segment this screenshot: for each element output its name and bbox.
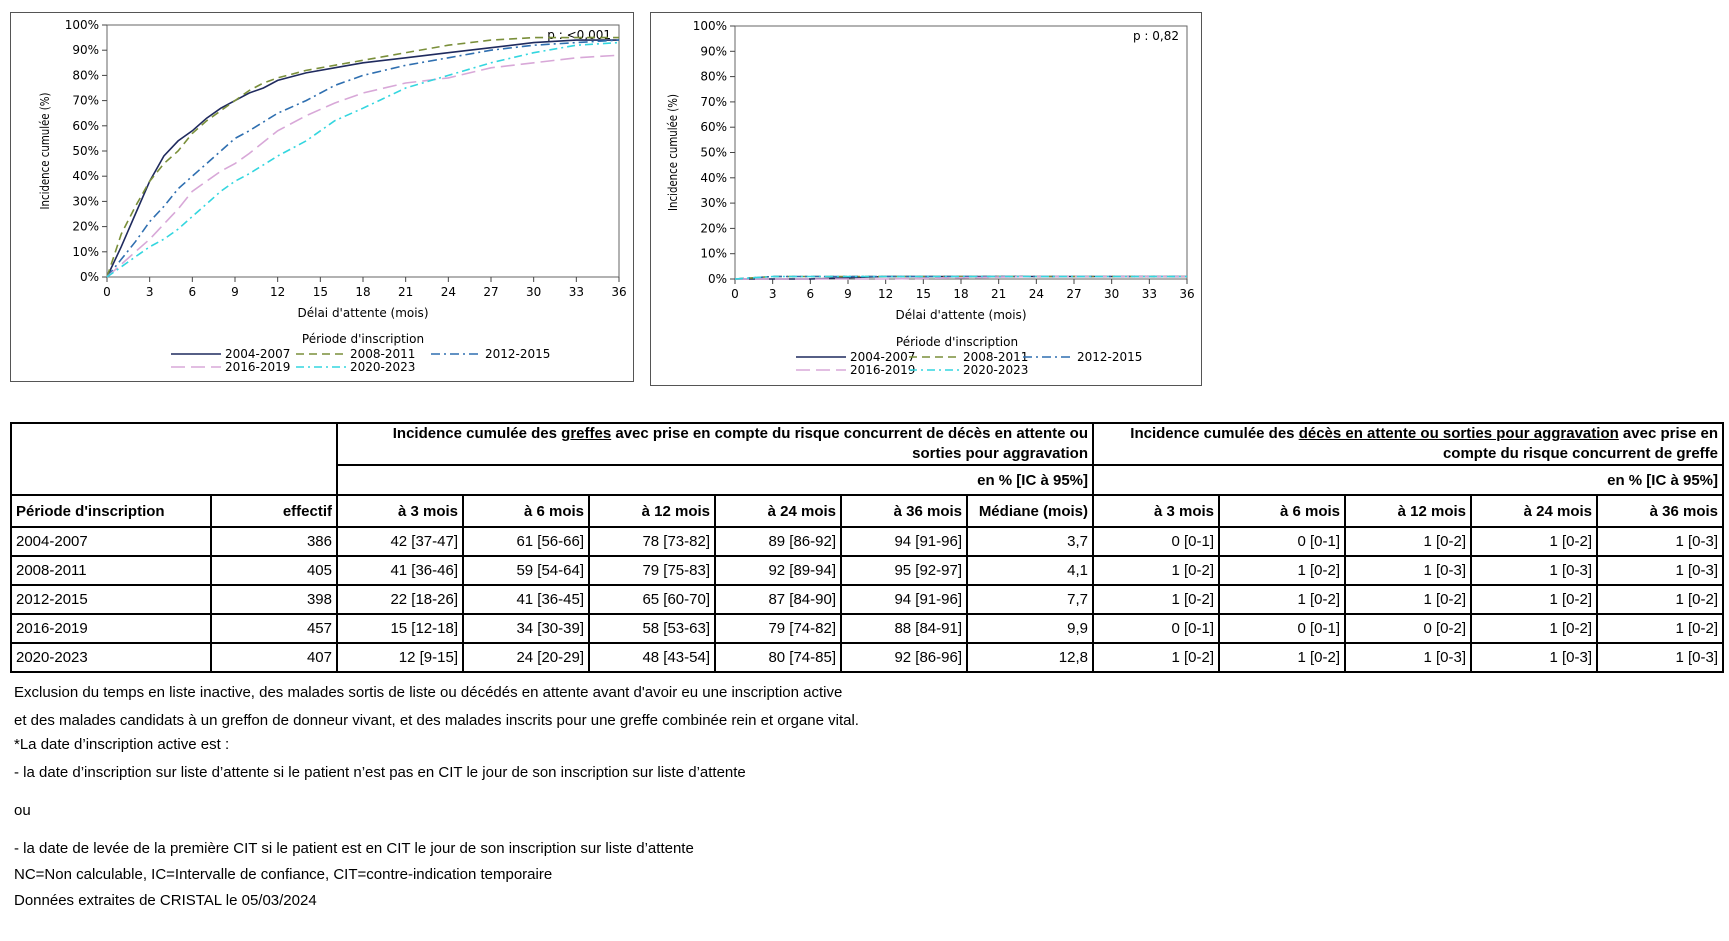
x-tick-label: 21	[398, 285, 414, 299]
col-10: à 36 mois	[1597, 495, 1723, 527]
legend-entry	[296, 360, 415, 374]
y-tick-label: 0%	[707, 272, 727, 286]
greffes-group-header: Incidence cumulée des greffes avec prise en compte du risque concurrent de décès en attente ou sorties pour aggravation	[337, 423, 1093, 465]
x-tick-label: 36	[611, 285, 627, 299]
table-cell: 1 [0-3]	[1597, 527, 1723, 556]
table-cell: 92 [89-94]	[715, 556, 841, 585]
table-cell: 1 [0-3]	[1471, 643, 1597, 672]
x-axis-label: Délai d'attente (mois)	[895, 308, 1027, 322]
table-cell: 1 [0-2]	[1345, 585, 1471, 614]
table-cell: 1 [0-3]	[1345, 556, 1471, 585]
col-5: Médiane (mois)	[967, 495, 1093, 527]
chart-deces	[650, 12, 1202, 386]
table-cell: 407	[211, 643, 337, 672]
table-row	[11, 556, 1723, 585]
legend-label: 2004-2007	[225, 347, 291, 361]
table-cell: 89 [86-92]	[715, 527, 841, 556]
legend-entry	[1023, 350, 1142, 364]
y-tick-label: 60%	[72, 118, 99, 133]
table-cell: 0 [0-1]	[1093, 614, 1219, 643]
legend-entry	[171, 360, 290, 374]
footnote-line: Données extraites de CRISTAL le 05/03/2024	[14, 892, 317, 909]
x-tick-label: 18	[953, 287, 969, 301]
legend-title: Période d'inscription	[301, 332, 425, 346]
y-tick-label: 30%	[72, 194, 99, 209]
series-line-2008-2011	[107, 38, 619, 277]
y-tick-label: 80%	[72, 68, 99, 83]
y-tick-label: 50%	[72, 144, 99, 158]
y-tick-label: 60%	[700, 120, 727, 135]
table-cell: 1 [0-2]	[1345, 527, 1471, 556]
col-6: à 3 mois	[1093, 495, 1219, 527]
table-cell: 41 [36-45]	[463, 585, 589, 614]
table-cell: 1 [0-2]	[1471, 614, 1597, 643]
chart-greffes-svg	[11, 13, 633, 381]
table-cell: 79 [75-83]	[589, 556, 715, 585]
table-cell: 79 [74-82]	[715, 614, 841, 643]
y-tick-label: 40%	[72, 169, 99, 184]
y-axis-label: Incidence cumulée (%)	[666, 94, 681, 211]
table-cell: 2020-2023	[11, 643, 211, 672]
table-cell: 12,8	[967, 643, 1093, 672]
col-4: à 36 mois	[841, 495, 967, 527]
table-cell: 61 [56-66]	[463, 527, 589, 556]
table-cell: 3,7	[967, 527, 1093, 556]
series-line-2020-2023	[107, 43, 619, 277]
col-0: à 3 mois	[337, 495, 463, 527]
x-tick-label: 30	[1104, 287, 1120, 301]
legend-entry	[796, 350, 915, 364]
table-cell: 1 [0-2]	[1093, 585, 1219, 614]
x-tick-label: 0	[731, 287, 739, 301]
y-tick-label: 90%	[700, 44, 727, 59]
table-cell: 78 [73-82]	[589, 527, 715, 556]
y-tick-label: 20%	[700, 221, 727, 236]
table-cell: 34 [30-39]	[463, 614, 589, 643]
legend-label: 2008-2011	[963, 350, 1029, 364]
x-tick-label: 27	[483, 285, 499, 299]
table-cell: 1 [0-2]	[1219, 643, 1345, 672]
col-9: à 24 mois	[1471, 495, 1597, 527]
table-row	[11, 527, 1723, 556]
y-tick-label: 50%	[700, 145, 727, 160]
table-cell: 1 [0-2]	[1471, 527, 1597, 556]
table-cell: 1 [0-3]	[1345, 643, 1471, 672]
p-value-annotation: p : 0,82	[1132, 29, 1179, 43]
table-cell: 42 [37-47]	[337, 527, 463, 556]
y-axis-label: Incidence cumulée (%)	[38, 92, 53, 210]
table-cell: 1 [0-2]	[1471, 585, 1597, 614]
x-tick-label: 24	[1028, 287, 1044, 301]
table-corner	[11, 423, 337, 495]
y-tick-label: 100%	[692, 19, 727, 33]
p-value-annotation: p : <0,001	[547, 28, 611, 42]
table-cell: 12 [9-15]	[337, 643, 463, 672]
table-cell: 92 [86-96]	[841, 643, 967, 672]
legend-label: 2016-2019	[225, 360, 291, 374]
table-cell: 2016-2019	[11, 614, 211, 643]
chart-deces-svg	[651, 13, 1201, 385]
x-tick-label: 15	[915, 287, 931, 301]
x-tick-label: 0	[103, 285, 111, 299]
table-cell: 0 [0-1]	[1093, 527, 1219, 556]
y-tick-label: 30%	[700, 196, 727, 211]
legend-label: 2004-2007	[850, 350, 916, 364]
table-cell: 7,7	[967, 585, 1093, 614]
y-tick-label: 70%	[72, 93, 99, 108]
x-tick-label: 15	[312, 285, 328, 299]
x-tick-label: 6	[188, 285, 197, 299]
x-tick-label: 21	[991, 287, 1007, 301]
legend-label: 2016-2019	[850, 363, 916, 377]
table-cell: 1 [0-2]	[1219, 585, 1345, 614]
table-cell: 4,1	[967, 556, 1093, 585]
legend-entry	[431, 347, 550, 361]
col-2: à 12 mois	[589, 495, 715, 527]
footnote-line: Exclusion du temps en liste inactive, des malades sortis de liste ou décédés en attente avant d'avoir eu une inscription active	[14, 684, 843, 701]
series-line-2016-2019	[107, 55, 619, 277]
table-cell: 1 [0-2]	[1597, 614, 1723, 643]
series-line-2012-2015	[107, 40, 619, 277]
table-cell: 2004-2007	[11, 527, 211, 556]
x-tick-label: 30	[526, 285, 542, 299]
series-line-2004-2007	[107, 40, 619, 277]
y-tick-label: 80%	[700, 69, 727, 84]
table-cell: 2008-2011	[11, 556, 211, 585]
table-cell: 94 [91-96]	[841, 585, 967, 614]
legend-label: 2012-2015	[1077, 350, 1143, 364]
x-tick-label: 9	[231, 285, 239, 299]
table-row	[11, 643, 1723, 672]
table-cell: 48 [43-54]	[589, 643, 715, 672]
table-cell: 1 [0-2]	[1093, 643, 1219, 672]
legend-title: Période d'inscription	[895, 335, 1019, 349]
table-cell: 41 [36-46]	[337, 556, 463, 585]
x-tick-label: 33	[568, 285, 584, 299]
footnote-line: NC=Non calculable, IC=Intervalle de confiance, CIT=contre-indication temporaire	[14, 866, 553, 883]
table-cell: 88 [84-91]	[841, 614, 967, 643]
col-1: à 6 mois	[463, 495, 589, 527]
table-cell: 59 [54-64]	[463, 556, 589, 585]
table-row	[11, 614, 1723, 643]
plot-frame	[735, 26, 1187, 279]
table-cell: 1 [0-3]	[1597, 643, 1723, 672]
x-tick-label: 3	[768, 287, 777, 301]
table-cell: 9,9	[967, 614, 1093, 643]
table-cell: 2012-2015	[11, 585, 211, 614]
table-cell: 0 [0-2]	[1345, 614, 1471, 643]
table-cell: 65 [60-70]	[589, 585, 715, 614]
table-cell: 457	[211, 614, 337, 643]
legend-entry	[909, 350, 1028, 364]
table-cell: 94 [91-96]	[841, 527, 967, 556]
legend-entry	[909, 363, 1028, 377]
deces-group-header: Incidence cumulée des décès en attente ou sorties pour aggravation avec prise en compte du risque concurrent de greffe	[1093, 423, 1723, 465]
table-cell: 0 [0-1]	[1219, 614, 1345, 643]
col-periode: Période d'inscription	[11, 495, 211, 527]
y-tick-label: 20%	[72, 219, 99, 234]
table-cell: 1 [0-3]	[1471, 556, 1597, 585]
y-tick-label: 10%	[700, 246, 727, 261]
footnote-line: et des malades candidats à un greffon de donneur vivant, et des malades inscrits pour une greffe combinée rein et organe vital.	[14, 712, 859, 729]
legend-entry	[171, 347, 290, 361]
legend-entry	[296, 347, 415, 361]
x-tick-label: 12	[878, 287, 894, 301]
x-tick-label: 33	[1141, 287, 1157, 301]
col-7: à 6 mois	[1219, 495, 1345, 527]
table-cell: 1 [0-2]	[1093, 556, 1219, 585]
table-cell: 386	[211, 527, 337, 556]
greffes-unit: en % [IC à 95%]	[337, 465, 1093, 495]
col-3: à 24 mois	[715, 495, 841, 527]
table-cell: 87 [84-90]	[715, 585, 841, 614]
results-table	[10, 422, 1724, 673]
x-tick-label: 18	[355, 285, 371, 299]
legend-label: 2012-2015	[485, 347, 551, 361]
legend-entry	[796, 363, 915, 377]
y-tick-label: 90%	[72, 43, 99, 58]
table-cell: 22 [18-26]	[337, 585, 463, 614]
footnote-line: ou	[14, 802, 31, 819]
table-cell: 15 [12-18]	[337, 614, 463, 643]
table-cell: 398	[211, 585, 337, 614]
x-tick-label: 24	[440, 285, 456, 299]
table-cell: 405	[211, 556, 337, 585]
table-cell: 1 [0-2]	[1219, 556, 1345, 585]
table-row	[11, 585, 1723, 614]
x-tick-label: 36	[1179, 287, 1195, 301]
table-cell: 1 [0-2]	[1597, 585, 1723, 614]
legend-label: 2008-2011	[350, 347, 416, 361]
legend-label: 2020-2023	[963, 363, 1029, 377]
table-cell: 95 [92-97]	[841, 556, 967, 585]
y-tick-label: 70%	[700, 94, 727, 109]
table-cell: 0 [0-1]	[1219, 527, 1345, 556]
table-cell: 24 [20-29]	[463, 643, 589, 672]
footnote-line: - la date d’inscription sur liste d’attente si le patient n’est pas en CIT le jour de son inscription sur liste d’attente	[14, 764, 746, 781]
col-8: à 12 mois	[1345, 495, 1471, 527]
footnote-line: - la date de levée de la première CIT si le patient est en CIT le jour de son inscription sur liste d’attente	[14, 840, 694, 857]
x-tick-label: 6	[806, 287, 815, 301]
table-cell: 58 [53-63]	[589, 614, 715, 643]
x-tick-label: 9	[844, 287, 852, 301]
footnote-line: *La date d’inscription active est :	[14, 736, 230, 753]
y-tick-label: 0%	[79, 270, 99, 284]
table-cell: 80 [74-85]	[715, 643, 841, 672]
col-effectif: effectif	[211, 495, 337, 527]
y-tick-label: 10%	[72, 244, 99, 259]
x-axis-label: Délai d'attente (mois)	[297, 306, 429, 320]
table-cell: 1 [0-3]	[1597, 556, 1723, 585]
x-tick-label: 27	[1066, 287, 1082, 301]
deces-unit: en % [IC à 95%]	[1093, 465, 1723, 495]
y-tick-label: 100%	[64, 18, 99, 32]
y-tick-label: 40%	[700, 170, 727, 185]
legend-label: 2020-2023	[350, 360, 416, 374]
x-tick-label: 12	[270, 285, 286, 299]
x-tick-label: 3	[145, 285, 154, 299]
chart-greffes	[10, 12, 634, 382]
